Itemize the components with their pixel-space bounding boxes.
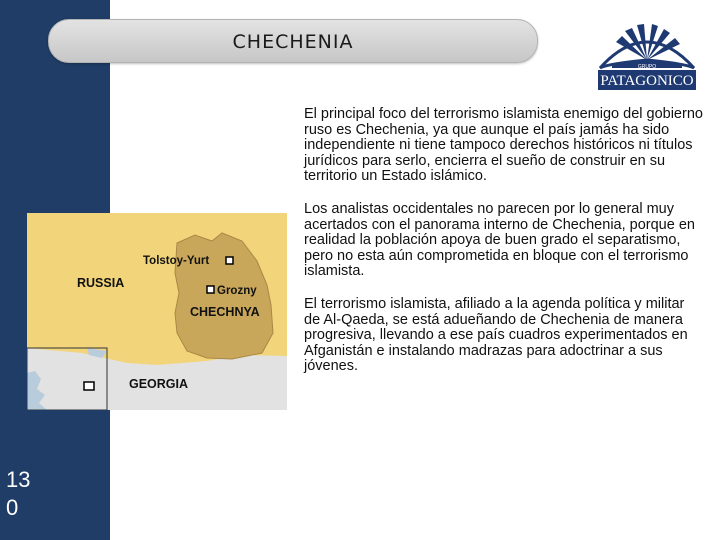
- sunburst-icon: [600, 24, 694, 68]
- paragraph-1: El principal foco del terrorismo islamista enemigo del gobierno ruso es Chechenia, ya que aunque el país jamás ha sido independiente ni tiene tampoco derechos históricos ni títulos jurídicos para serlo, encierra el sueño de construir en su territorio un Estado islámico.: [304, 106, 703, 185]
- logo-brand-text: PATAGONICO: [600, 73, 694, 89]
- logo-small-text: GRUPO: [637, 64, 657, 70]
- text-column: [304, 107, 704, 392]
- map-label-chechnya: CHECHNYA: [190, 305, 260, 319]
- map-inset-marker: [84, 382, 94, 390]
- map-city-marker-grozny: [207, 286, 214, 293]
- grupo-patagonico-logo: [592, 16, 702, 94]
- map-label-georgia: GEORGIA: [129, 377, 189, 391]
- paragraph-3: El terrorismo islamista, afiliado a la agenda política y militar de Al-Qaeda, se está adueñando de Chechenia de manera progresiva, llevando a ese país cuadros experimentados en Afganistán e instalando madrazas para adoctrinar a sus jóvenes.: [304, 295, 688, 375]
- map-label-grozny: Grozny: [217, 285, 257, 297]
- page-number: [6, 466, 30, 522]
- page-number-line-1: 13: [6, 467, 31, 492]
- map-label-tolstoy-yurt: Tolstoy-Yurt: [143, 255, 210, 267]
- map-label-russia: RUSSIA: [77, 276, 125, 290]
- page-number-line-2: 0: [6, 495, 19, 520]
- paragraph-2: Los analistas occidentales no parecen por lo general muy acertados con el panorama interno de Chechenia, porque en realidad la población apoya de buen grado el separatismo, pero no esta aún comprometida en bloque con el terrorismo islamista.: [304, 200, 695, 280]
- slide-title: CHECHENIA: [232, 31, 354, 53]
- chechnya-map: [27, 213, 287, 410]
- title-bar: [48, 19, 538, 63]
- map-city-marker-tolstoy-yurt: [226, 257, 233, 264]
